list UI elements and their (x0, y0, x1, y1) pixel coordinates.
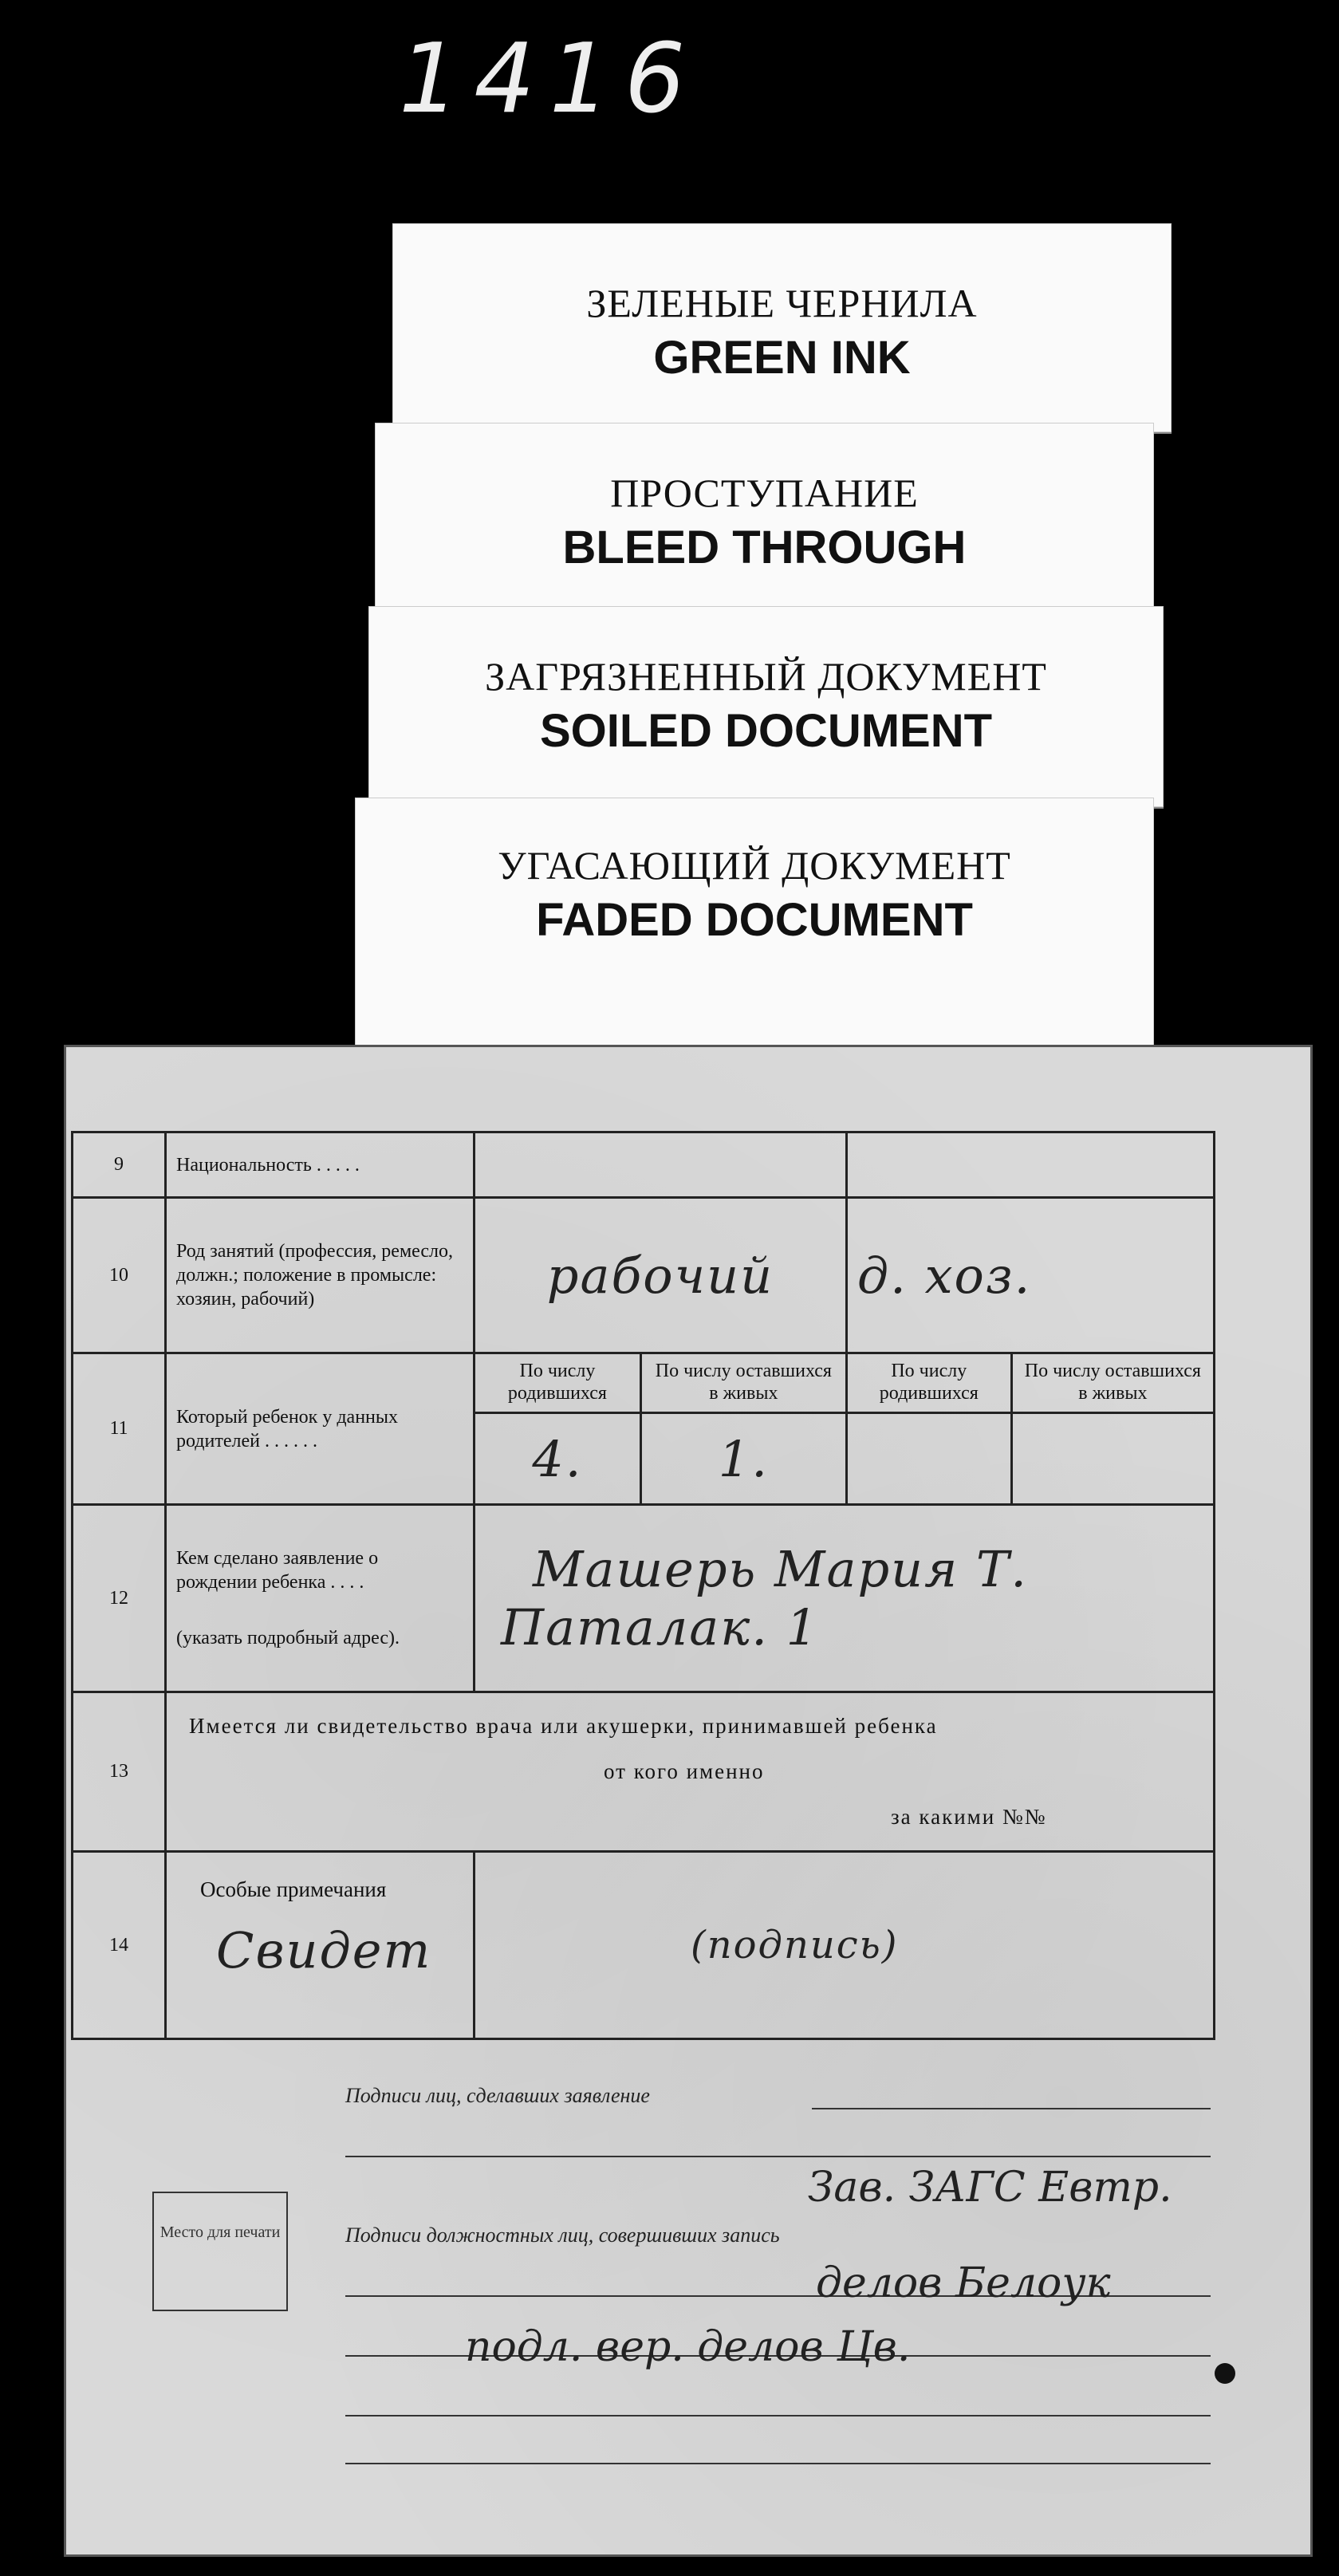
row-text (166, 1692, 1215, 1852)
value-cell (1011, 1413, 1214, 1505)
value-cell (475, 1505, 1215, 1692)
official-signatures-label: Подписи должностных лиц, совершивших запись (345, 2223, 780, 2247)
label-card-green-ink (392, 223, 1172, 432)
form-row-10 (73, 1198, 1215, 1353)
label-en: FADED DOCUMENT (536, 894, 973, 946)
form-row-13 (73, 1692, 1215, 1852)
label-ru: УГАСАЮЩИЙ ДОКУМЕНТ (498, 843, 1011, 888)
row-label (166, 1505, 475, 1692)
row-text-line-1: Имеется ли свидетельство врача или акушерки, принимавшей ребенка (189, 1714, 938, 1739)
subheader: По числу родившихся (846, 1353, 1011, 1413)
value-cell (846, 1198, 1214, 1353)
signature-line (345, 2415, 1211, 2416)
row-label (166, 1852, 475, 2039)
label-ru: ЗЕЛЕНЫЕ ЧЕРНИЛА (586, 281, 978, 325)
row-number: 12 (73, 1505, 166, 1692)
subheader: По числу родившихся (475, 1353, 641, 1413)
row-number: 13 (73, 1692, 166, 1852)
label-en: GREEN INK (653, 332, 911, 384)
birth-record-form (64, 1045, 1313, 2557)
signature-line (812, 2108, 1211, 2109)
value-cell (640, 1413, 846, 1505)
applicant-signatures-label: Подписи лиц, сделавших заявление (345, 2084, 650, 2107)
handwritten-address: Паталак. 1 (501, 1598, 820, 1656)
value-cell (475, 1198, 847, 1353)
row-label-main: Особые примечания (200, 1877, 387, 1901)
row-number: 14 (73, 1852, 166, 2039)
handwritten-alive-count: 1. (718, 1429, 769, 1488)
handwritten-note: Свидет (216, 1920, 432, 1979)
handwritten-applicant: Машерь Мария Т. (533, 1540, 1028, 1598)
handwritten-official-signature-3: подл. вер. делов Цв. (465, 2323, 911, 2371)
row-number: 10 (73, 1198, 166, 1353)
handwritten-occupation-2: д. хоз. (857, 1246, 1032, 1305)
frame-number: 1416 (399, 24, 700, 135)
handwritten-signature-note: (подпись) (691, 1923, 899, 1967)
subheader: По числу оставшихся в живых (640, 1353, 846, 1413)
label-en: BLEED THROUGH (562, 522, 967, 573)
label-card-soiled-document (368, 606, 1164, 807)
row-text-line-2: от кого именно (604, 1759, 765, 1784)
row-text-line-3: за какими №№ (891, 1804, 1047, 1829)
form-table (71, 1131, 1215, 2040)
signature-line (345, 2463, 1211, 2464)
label-card-bleed-through (375, 423, 1154, 624)
handwritten-occupation: рабочий (546, 1246, 774, 1305)
row-number: 9 (73, 1132, 166, 1198)
value-cell (846, 1132, 1214, 1198)
handwritten-official-signature-2: делов Белоук (816, 2259, 1111, 2307)
label-card-faded-document (355, 798, 1154, 1054)
value-cell (475, 1413, 641, 1505)
row-label: Национальность . . . . . (166, 1132, 475, 1198)
subheader: По числу оставшихся в живых (1011, 1353, 1214, 1413)
value-cell (475, 1852, 1215, 2039)
punch-hole (1215, 2363, 1235, 2384)
row-label: Который ребенок у данных родителей . . . . . . (166, 1353, 475, 1505)
row-label: Род занятий (профессия, ремесло, должн.; положение в промысле: хозяин, рабочий) (166, 1198, 475, 1353)
handwritten-born-count: 4. (532, 1429, 583, 1488)
stamp-place-box: Место для печати (152, 2192, 288, 2311)
form-row-12 (73, 1505, 1215, 1692)
form-row-9 (73, 1132, 1215, 1198)
label-ru: ЗАГРЯЗНЕННЫЙ ДОКУМЕНТ (485, 654, 1047, 699)
label-en: SOILED DOCUMENT (539, 705, 993, 757)
row-label-main: Кем сделано заявление о рождении ребенка . . . . (176, 1548, 379, 1593)
label-ru: ПРОСТУПАНИЕ (610, 471, 919, 515)
row-number: 11 (73, 1353, 166, 1505)
value-cell (846, 1413, 1011, 1505)
handwritten-official-signature-1: Зав. ЗАГС Евтр. (808, 2164, 1172, 2212)
row-label-sub: (указать подробный адрес). (176, 1628, 400, 1648)
signature-line (345, 2156, 1211, 2157)
form-row-14 (73, 1852, 1215, 2039)
form-row-11-header (73, 1353, 1215, 1413)
value-cell (475, 1132, 847, 1198)
